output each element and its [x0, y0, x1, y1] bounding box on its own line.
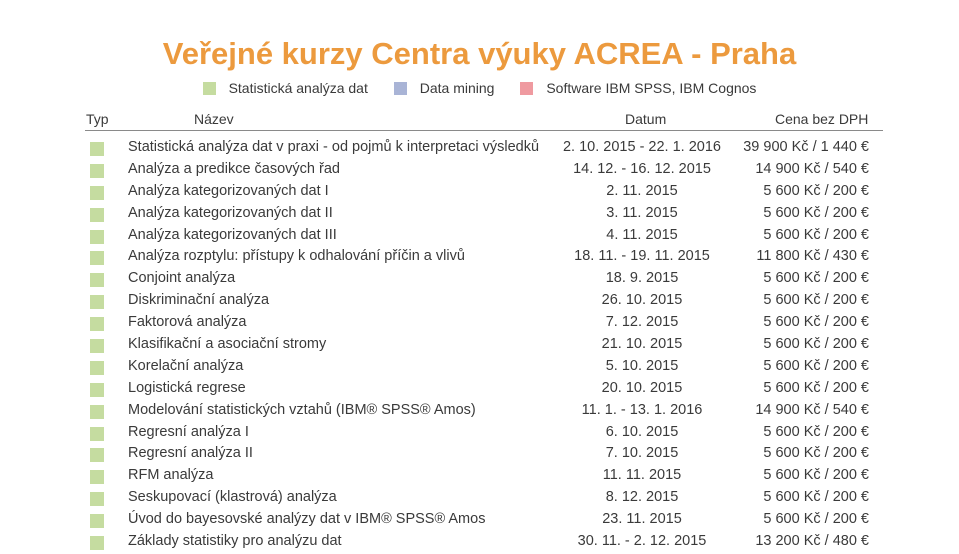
- category-marker: [90, 208, 104, 222]
- category-marker: [90, 470, 104, 484]
- column-header-date: Datum: [625, 111, 667, 127]
- course-price: 5 600 Kč / 200 €: [763, 204, 869, 221]
- course-price: 5 600 Kč / 200 €: [763, 467, 869, 484]
- table-row: [0, 532, 959, 554]
- course-name: Regresní analýza I: [128, 423, 249, 440]
- category-marker: [90, 186, 104, 200]
- column-header-type: Typ: [86, 111, 109, 127]
- table-row: [0, 357, 959, 379]
- course-price: 13 200 Kč / 480 €: [755, 533, 869, 550]
- table-row: [0, 269, 959, 291]
- course-name: Regresní analýza II: [128, 445, 253, 462]
- category-marker: [90, 273, 104, 287]
- course-date: 11. 1. - 13. 1. 2016: [581, 401, 703, 418]
- course-price: 5 600 Kč / 200 €: [763, 182, 869, 199]
- course-name: Klasifikační a asociační stromy: [128, 336, 327, 353]
- category-marker: [90, 492, 104, 506]
- course-name: Analýza kategorizovaných dat II: [128, 204, 333, 221]
- course-name: Seskupovací (klastrová) analýza: [128, 489, 337, 506]
- course-date: 5. 10. 2015: [605, 357, 679, 374]
- course-date: 3. 11. 2015: [606, 204, 678, 221]
- course-name: Úvod do bayesovské analýzy dat v IBM® SPSS® Amos: [128, 511, 486, 528]
- table-row: [0, 204, 959, 226]
- table-row: [0, 182, 959, 204]
- course-name: Korelační analýza: [128, 357, 244, 374]
- course-price: 5 600 Kč / 200 €: [763, 379, 869, 396]
- table-row: [0, 335, 959, 357]
- table-row: [0, 488, 959, 510]
- column-header-name: Název: [194, 111, 234, 127]
- course-name: Statistická analýza dat v praxi - od pojmů k interpretaci výsledků: [128, 139, 540, 155]
- table-header: [85, 110, 883, 131]
- category-marker: [90, 295, 104, 309]
- course-name: Logistická regrese: [128, 379, 246, 396]
- category-marker: [90, 317, 104, 331]
- course-date: 4. 11. 2015: [606, 226, 678, 243]
- course-price: 5 600 Kč / 200 €: [763, 336, 869, 353]
- course-price: 11 800 Kč / 430 €: [756, 248, 869, 265]
- table-row: [0, 291, 959, 313]
- legend-swatch-data-mining: [394, 82, 407, 95]
- course-date: 2. 10. 2015 - 22. 1. 2016: [562, 139, 721, 155]
- course-price: 39 900 Kč / 1 440 €: [743, 139, 869, 155]
- course-price: 5 600 Kč / 200 €: [763, 226, 869, 243]
- course-date: 26. 10. 2015: [601, 292, 683, 309]
- course-date: 18. 9. 2015: [605, 270, 679, 287]
- category-marker: [90, 251, 104, 265]
- course-date: 7. 10. 2015: [605, 445, 679, 462]
- legend-label-software: Software IBM SPSS, IBM Cognos: [546, 80, 757, 96]
- legend-item-software: [520, 80, 756, 96]
- category-marker: [90, 164, 104, 178]
- course-name: Conjoint analýza: [128, 270, 236, 287]
- legend-swatch-statistics: [203, 82, 216, 95]
- course-price: 5 600 Kč / 200 €: [763, 423, 869, 440]
- course-name: RFM analýza: [128, 467, 214, 484]
- course-price: 5 600 Kč / 200 €: [763, 489, 869, 506]
- course-list: [0, 138, 959, 554]
- course-name: Modelování statistických vztahů (IBM® SPSS® Amos): [128, 401, 476, 418]
- category-marker: [90, 230, 104, 244]
- legend: [0, 80, 959, 98]
- category-marker: [90, 361, 104, 375]
- column-header-price: Cena bez DPH: [775, 111, 869, 127]
- course-date: 21. 10. 2015: [601, 336, 683, 353]
- course-date: 7. 12. 2015: [605, 314, 679, 331]
- category-marker: [90, 427, 104, 441]
- course-date: 2. 11. 2015: [606, 182, 678, 199]
- course-price: 5 600 Kč / 200 €: [763, 511, 869, 528]
- course-date: 20. 10. 2015: [601, 379, 683, 396]
- course-name: Analýza rozptylu: přístupy k odhalování příčin a vlivů: [128, 248, 465, 265]
- category-marker: [90, 405, 104, 419]
- course-price: 5 600 Kč / 200 €: [763, 357, 869, 374]
- page-title: Veřejné kurzy Centra výuky ACREA - Praha: [162, 36, 797, 71]
- course-price: 5 600 Kč / 200 €: [763, 445, 869, 462]
- course-name: Analýza a predikce časových řad: [128, 160, 340, 177]
- legend-item-data-mining: [394, 80, 495, 96]
- table-row: [0, 160, 959, 182]
- table-row: [0, 138, 959, 160]
- legend-label-data-mining: Data mining: [419, 80, 495, 96]
- course-date: 8. 12. 2015: [605, 489, 679, 506]
- course-name: Diskriminační analýza: [128, 292, 270, 309]
- category-marker: [90, 514, 104, 528]
- course-name: Analýza kategorizovaných dat I: [128, 182, 329, 199]
- course-date: 30. 11. - 2. 12. 2015: [577, 533, 707, 550]
- table-row: [0, 379, 959, 401]
- course-name: Faktorová analýza: [128, 314, 247, 331]
- category-marker: [90, 142, 104, 156]
- course-price: 5 600 Kč / 200 €: [763, 292, 869, 309]
- category-marker: [90, 339, 104, 353]
- table-row: [0, 466, 959, 488]
- course-date: 14. 12. - 16. 12. 2015: [573, 160, 711, 177]
- course-price: 5 600 Kč / 200 €: [763, 270, 869, 287]
- course-price: 14 900 Kč / 540 €: [755, 160, 869, 177]
- course-name: Základy statistiky pro analýzu dat: [128, 533, 342, 550]
- course-date: 11. 11. 2015: [602, 467, 682, 484]
- table-row: [0, 401, 959, 423]
- course-date: 23. 11. 2015: [602, 511, 682, 528]
- table-row: [0, 313, 959, 335]
- table-row: [0, 510, 959, 532]
- legend-swatch-software: [520, 82, 533, 95]
- course-date: 6. 10. 2015: [605, 423, 679, 440]
- category-marker: [90, 536, 104, 550]
- legend-label-statistics: Statistická analýza dat: [228, 80, 368, 96]
- table-row: [0, 247, 959, 269]
- category-marker: [90, 383, 104, 397]
- legend-item-statistics: [203, 80, 368, 96]
- table-row: [0, 226, 959, 248]
- category-marker: [90, 448, 104, 462]
- course-date: 18. 11. - 19. 11. 2015: [574, 248, 710, 265]
- course-name: Analýza kategorizovaných dat III: [128, 226, 337, 243]
- table-row: [0, 444, 959, 466]
- table-row: [0, 423, 959, 445]
- course-price: 5 600 Kč / 200 €: [763, 314, 869, 331]
- course-price: 14 900 Kč / 540 €: [755, 401, 869, 418]
